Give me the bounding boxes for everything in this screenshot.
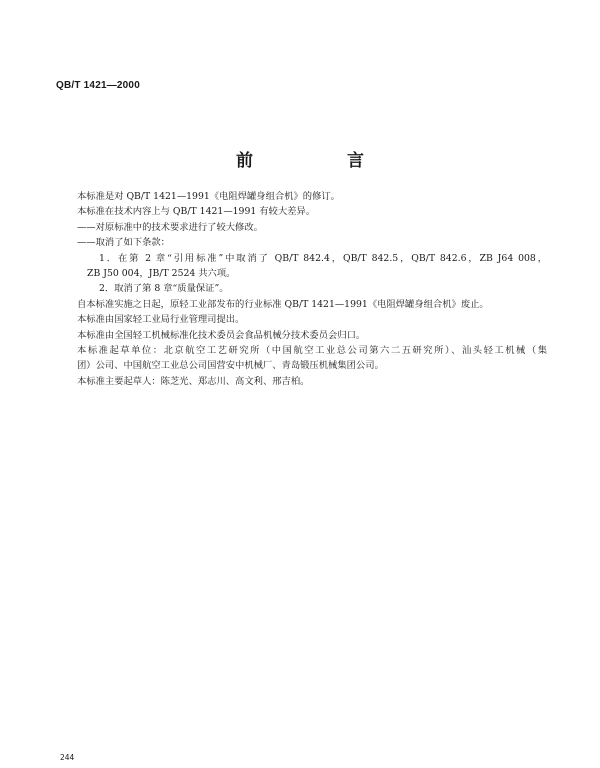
list-item-removed-references-cont: ZB J50 004，JB/T 2524 共六项。	[87, 268, 236, 280]
foreword-body	[77, 189, 547, 389]
paragraph-centralized-by: 本标准由全国轻工机械标准化技术委员会食品机械分技术委员会归口。	[77, 329, 366, 341]
page-number: 244	[60, 753, 75, 762]
paragraph-tech-modified: ——对原标准中的技术要求进行了较大修改。	[77, 221, 263, 233]
paragraph-drafting-units-cont: 团）公司、中国航空工业总公司国营安中机械厂、青岛锻压机械集团公司。	[77, 360, 384, 372]
page-title: 前 言	[236, 151, 408, 171]
paragraph-drafting-units: 本标准起草单位：北京航空工艺研究所（中国航空工业总公司第六二五研究所）、汕头轻工机械（集	[77, 345, 547, 357]
standard-code-header: QB/T 1421—2000	[56, 80, 140, 91]
paragraph-main-drafters: 本标准主要起草人：陈芝光、郑志川、高文利、邢吉柏。	[77, 375, 310, 387]
paragraph-differences: 本标准在技术内容上与 QB/T 1421—1991 有较大差异。	[77, 206, 316, 218]
paragraph-abolish: 自本标准实施之日起，原轻工业部发布的行业标准 QB/T 1421—1991《电阻焊罐身组合机》废止。	[77, 298, 489, 310]
paragraph-revision: 本标准是对 QB/T 1421—1991《电阻焊罐身组合机》的修订。	[77, 191, 340, 202]
list-item-removed-references: 1．在第 2 章“引用标准”中取消了 QB/T 842.4，QB/T 842.5，QB/T 842.6，ZB J64 008，	[99, 252, 547, 264]
paragraph-clauses-removed: ——取消了如下条款：	[77, 237, 170, 249]
paragraph-proposed-by: 本标准由国家轻工业局行业管理司提出。	[77, 314, 245, 326]
list-item-removed-quality: 2．取消了第 8 章“质量保证”。	[99, 283, 229, 295]
